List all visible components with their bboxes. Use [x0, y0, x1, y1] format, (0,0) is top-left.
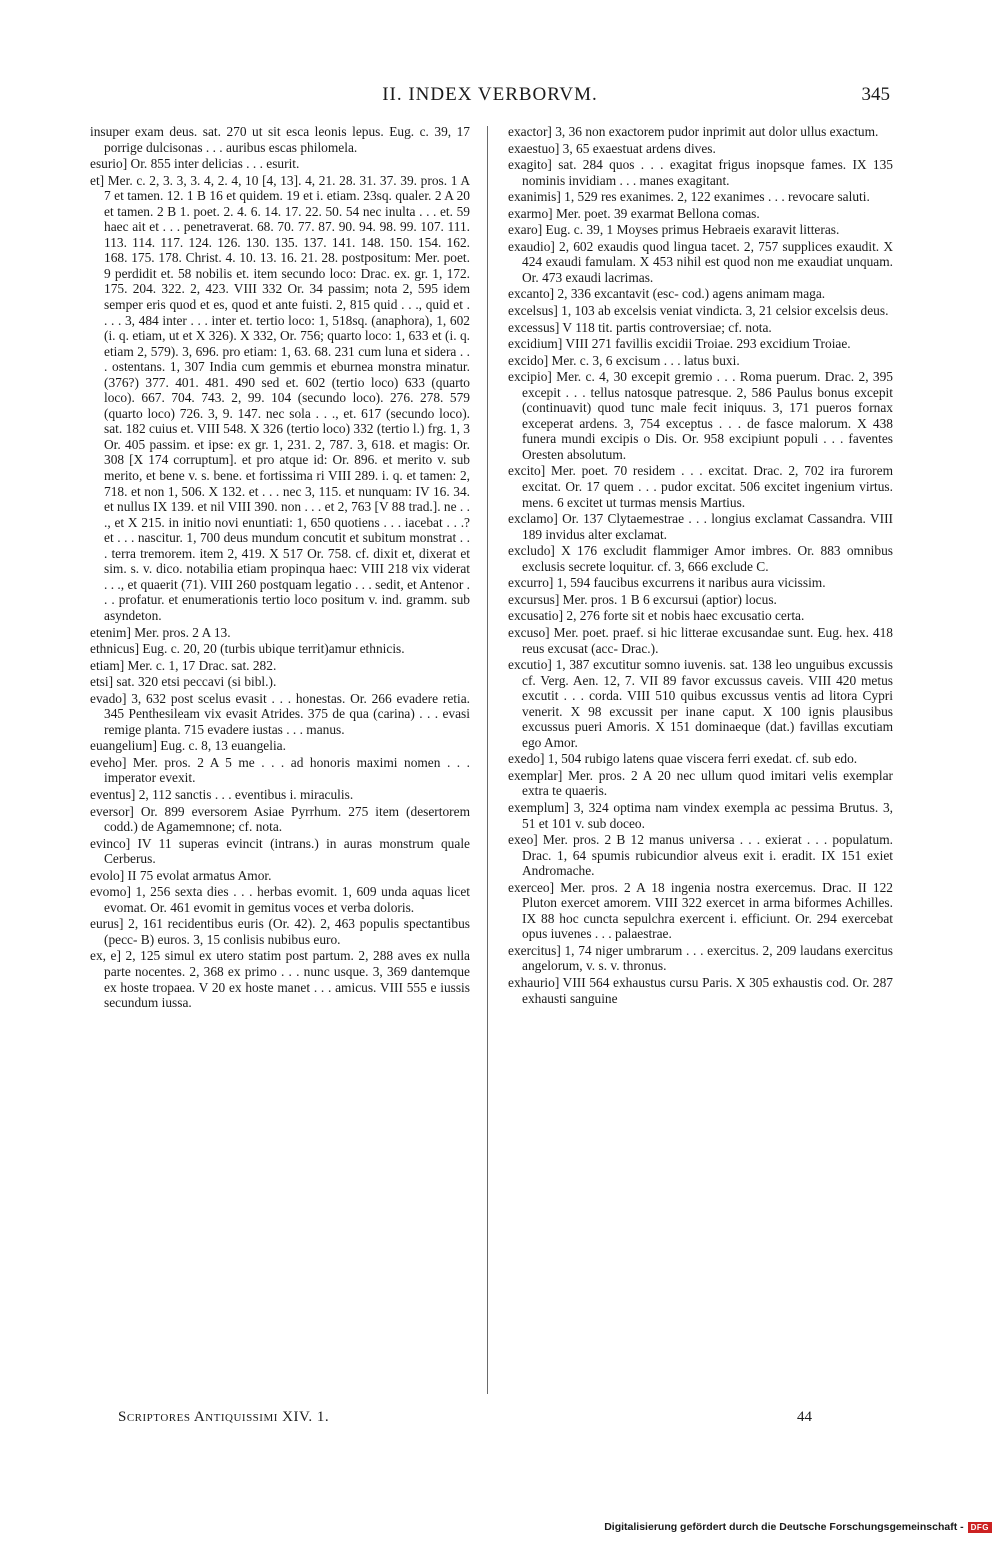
- index-entry: euangelium] Eug. c. 8, 13 euangelia.: [90, 738, 286, 754]
- index-entry: ex, e] 2, 125 simul ex utero statim post partum. 2, 288 aves ex nulla parte nocentes. 2, 368 ex primo . . . nunc usque. 3, 369 dantemque ex hoste tropaea. V 20 ex hoste manet . . . amicus. VIII 555 e iussis secundum iussa.: [90, 948, 470, 1011]
- page-footer: [118, 1409, 812, 1429]
- column-divider: [487, 126, 488, 1394]
- index-entry: excuso] Mer. poet. praef. si hic litterae excusandae sunt. Eug. hex. 418 reus excusat (acc- Drac.).: [508, 624, 893, 656]
- index-entry: exerceo] Mer. pros. 2 A 18 ingenia nostra exercemus. Drac. II 122 Pluton exercet amorem. VIII 322 exercet in arma biformes Achilles. IX 88 hoc cuncta sepulchra exercent i. efficiunt. Or. 294 exercebat opus iuvenes . . . palaestrae.: [508, 879, 893, 942]
- index-entry: exemplar] Mer. pros. 2 A 20 nec ullum quod imitari velis exemplar extra te quaeris.: [508, 767, 893, 799]
- index-entry: eventus] 2, 112 sanctis . . . eventibus i. miraculis.: [90, 786, 354, 802]
- index-entry: excipio] Mer. c. 4, 30 excepit gremio . . . Roma puerum. Drac. 2, 395 excepit . . . tellus natosque patresque. 2, 586 Paulus bonus excepit (continuavit) quod tunc male fecit iniquus. 3, 171 pueros fornax exceperat ardens. 3, 754 exceptus . . . de fasce malorum. X 438 funera mundi excipis o Dis. Or. 958 excipiunt populi . . . faventes Oresten absolutum.: [508, 369, 893, 462]
- index-entry: excessus] V 118 tit. partis controversiae; cf. nota.: [508, 319, 772, 335]
- index-entry: exarmo] Mer. poet. 39 exarmat Bellona comas.: [508, 205, 760, 221]
- index-entry: exclamo] Or. 137 Clytaemestrae . . . longius exclamat Cassandra. VIII 189 invidus alter exclamat.: [508, 511, 893, 542]
- index-entry: excusatio] 2, 276 forte sit et nobis haec excusatio certa.: [508, 608, 805, 624]
- index-entry: exercitus] 1, 74 niger umbrarum . . . exercitus. 2, 209 laudans exercitus angelorum, v. s. v. thronus.: [508, 942, 893, 974]
- index-entry: etsi] sat. 320 etsi peccavi (si bibl.).: [90, 674, 277, 690]
- index-entry: exaro] Eug. c. 39, 1 Moyses primus Hebraeis exaravit litteras.: [508, 222, 840, 238]
- index-entry: excelsus] 1, 103 ab excelsis veniat vindicta. 3, 21 celsior excelsis deus.: [508, 303, 889, 319]
- index-entry: excidium] VIII 271 favillis excidii Troiae. 293 excidium Troiae.: [508, 336, 851, 352]
- index-entry: exanimis] 1, 529 res exanimes. 2, 122 exanimes . . . revocare saluti.: [508, 189, 870, 205]
- credit-text: Digitalisierung gefördert durch die Deutsche Forschungsgemeinschaft -: [604, 1521, 964, 1533]
- index-entry: exedo] 1, 504 rubigo latens quae viscera ferri exedat. cf. sub edo.: [508, 751, 858, 767]
- right-column: [508, 124, 893, 1007]
- left-column: [90, 124, 470, 1012]
- page-header-title: II. INDEX VERBORVM.: [382, 84, 598, 105]
- index-entry: excido] Mer. c. 3, 6 excisum . . . latus buxi.: [508, 352, 740, 368]
- footer-sheet-number: 44: [797, 1409, 812, 1425]
- index-entry: exaudio] 2, 602 exaudis quod lingua tacet. 2, 757 supplices exaudit. X 424 exaudi famulam. X 453 nihil est quod non me exaudiat unquam. Or. 473 exaudi lacrimas.: [508, 238, 893, 285]
- index-entry: eversor] Or. 899 eversorem Asiae Pyrrhum. 275 item (desertorem codd.) de Agamemnone; cf. nota.: [90, 803, 470, 835]
- index-entry: excludo] X 176 excludit flammiger Amor imbres. Or. 883 omnibus exclusis secrete loquitur. cf. 3, 666 exclude C.: [508, 543, 893, 574]
- index-entry: ethnicus] Eug. c. 20, 20 (turbis ubique territ)amur ethnicis.: [90, 641, 405, 657]
- index-entry: exaestuo] 3, 65 exaestuat ardens dives.: [508, 140, 716, 156]
- index-entry: eveho] Mer. pros. 2 A 5 me . . . ad honoris maximi nomen . . . imperator evexit.: [90, 754, 470, 786]
- index-entry: evado] 3, 632 post scelus evasit . . . honestas. Or. 266 evadere retia. 345 Penthesileam vix evasit Atrides. 375 de qua (carina) . . . evasi remige planta. 715 evadere iustas . . . manus.: [90, 690, 470, 737]
- footer-signature: Scriptores Antiquissimi XIV. 1.: [118, 1409, 330, 1425]
- digitization-credit: [604, 1521, 992, 1533]
- index-entry: etiam] Mer. c. 1, 17 Drac. sat. 282.: [90, 657, 277, 673]
- index-entry: exagito] sat. 284 quos . . . exagitat frigus inopsque fames. IX 135 nominis invidiam . . . manes exagitant.: [508, 157, 893, 188]
- running-header: [90, 84, 890, 110]
- index-entry: et] Mer. c. 2, 3. 3, 3. 4, 2. 4, 10 [4, 13]. 4, 21. 28. 31. 37. 39. pros. 1 A 7 et tamen. 12. 1 B 16 et quidem. 19 et i. etiam. 23sq. qualer. 2 A 20 et tamen. 2 B 1. poet. 2. 4. 6. 14. 17. 22. 50. 54 nec inulta . . . et. 59 haec ait et . . . penetraverat. 68. 70. 77. 87. 90. 94. 98. 99. 107. 111. 113. 114. 117. 124. 126. 130. 135. 137. 141. 148. 150. 154. 162. 168. 175. 178. Christ. 4. 10. 13. 16. 21. 28. postpositum: Mer. poet. 9 perdidit et. 58 nobilis et. item secundo loco: Drac. ex. gr. 1, 172. 175. 204. 322. 2, 423. VIII 332 Or. 34 passim; nota 2, 595 idem semper eris quod et es, quod et ante fuisti. 2, 815 quid . . ., quid et . . . . 3, 484 inter . . . inter et. tertio loco: 1, 518sq. (anaphora), 1, 602 (i. q. etiam, ut et X 326). X 332, Or. 756; quarto loco: 1, 633 et (i. q. etiam 2, 579). 3, 696. pro etiam: 1, 63. 68. 231 cum luna et sidera . . . ostentans. 1, 307 India cum gemmis et eburnea monstra minatur. (376?) 377. 401. 481. 490 sed et. 602 (tertio loco) 633 (quarto loco). 667. 704. 743. 2, 99. 104 (secundo loco). 276. 278. 579 (quarto loco) 726. 3, 9. 147. nec sola . . ., et. 617 (secundo loco). sat. 182 cuius et. VIII 548. X 326 (tertio loco) 332 (tertio l.) frg. 1, 3 Or. 405 passim. et ipse: ex gr. 1, 231. 2, 787. 3, 618. et magis: Or. 308 [X 174 corruptum]. et pro atque id: Or. 896. et merito v. sub merito, et bene v. s. bene. et fortissima ri VIII 289. i. q. et tamen: 2, 718. et non 1, 506. X 132. et . . . nec 3, 115. et nunquam: IV 16. 34. et nullus IX 139. et nil VIII 390. non . . . et 2, 763 [V 88 trad.]. ne . . ., et X 215. in initio novi enuntiati: 1, 650 quotiens . . . iacebat . . .? et . . . nascitur. 1, 700 deus mundum concutit et subitum monstrat . . . terra tremorem. item 2, 419. X 517 Or. 758. cf. dixit et, dixerat et sim. s. v. dico. notabilia etiam propinqua haec: VIII 218 vix viderat . . ., et quaerit (71). VIII 260 postquam legatio . . . sedit, et Antenor . . . profatur. et enumerationis tertio loco positum v. ind. gramm. sub asyndeton.: [90, 172, 470, 623]
- index-entry: exactor] 3, 36 non exactorem pudor inprimit aut dolor ullus exactum.: [508, 124, 879, 139]
- page-number: 345: [861, 84, 890, 105]
- index-entry: excutio] 1, 387 excutitur somno iuvenis. sat. 138 leo unguibus excussis cf. Verg. Aen. 12, 7. VII 89 favor excussus caveis. VIII 420 metus excutit . . . corda. VIII 510 quibus excussus ventis ad litora Cypri venerit. X 98 excussit per inane caput. X 100 ignis plausibus excussus pueri Amoris. X 151 dominaeque (dat.) favillas excutiam ego Amor.: [508, 657, 893, 750]
- index-entry: excanto] 2, 336 excantavit (esc- cod.) agens animam maga.: [508, 286, 826, 302]
- index-entry: exhaurio] VIII 564 exhaustus cursu Paris. X 305 exhaustis cod. Or. 287 exhausti sanguine: [508, 974, 893, 1006]
- index-entry: exeo] Mer. pros. 2 B 12 manus universa . . . exierat . . . populatum. Drac. 1, 64 spumis rubicundior alveus exit i. eradit. IX 151 exiet Andromache.: [508, 832, 893, 879]
- dfg-logo: DFG: [968, 1522, 992, 1533]
- index-entry: evinco] IV 11 superas evincit (intrans.) in auras monstrum quale Cerberus.: [90, 835, 470, 867]
- index-entry: etenim] Mer. pros. 2 A 13.: [90, 624, 231, 640]
- index-entry: excito] Mer. poet. 70 residem . . . excitat. Drac. 2, 702 ira furorem excitat. Or. 17 quem . . . pudor excitat. 506 excitet ingenium virtus. mens. 6 excitet ut turmas mensis Martius.: [508, 463, 893, 510]
- index-entry: insuper exam deus. sat. 270 ut sit esca leonis lepus. Eug. c. 39, 17 porrige dulcisonas . . . auribus escas philomela.: [90, 124, 470, 155]
- index-entry: evomo] 1, 256 sexta dies . . . herbas evomit. 1, 609 unda aquas licet evomat. Or. 461 evomit in gemitus voces et verba doloris.: [90, 884, 470, 915]
- index-entry: exemplum] 3, 324 optima nam vindex exempla ac pessima Brutus. 3, 51 et 101 v. sub doceo.: [508, 799, 893, 831]
- index-entry: excurro] 1, 594 faucibus excurrens it naribus aura vicissim.: [508, 575, 826, 591]
- index-entry: eurus] 2, 161 recidentibus euris (Or. 42). 2, 463 populis spectantibus (pecc- B) euros. 3, 15 conlisis nubibus euro.: [90, 916, 470, 947]
- index-entry: excursus] Mer. pros. 1 B 6 excursui (aptior) locus.: [508, 591, 777, 607]
- index-entry: esurio] Or. 855 inter delicias . . . esurit.: [90, 156, 300, 172]
- index-entry: evolo] II 75 evolat armatus Amor.: [90, 867, 272, 883]
